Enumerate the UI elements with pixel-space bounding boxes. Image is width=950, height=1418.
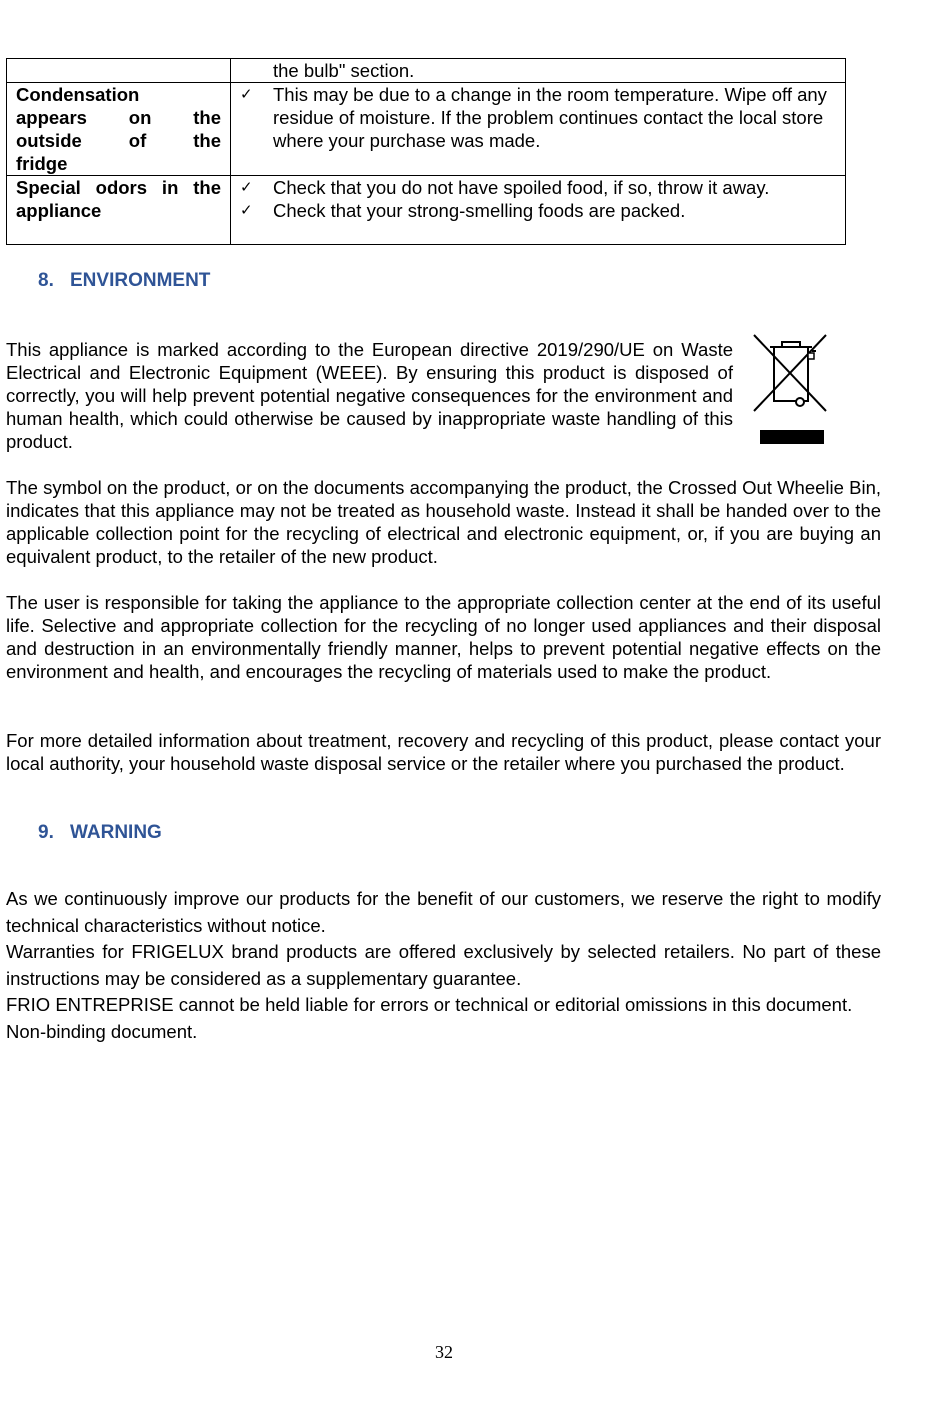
warning-paragraph: FRIO ENTREPRISE cannot be held liable for errors or technical or editorial omissions in this document. <box>6 994 853 1015</box>
section-number: 9. <box>38 822 54 843</box>
solution-cell <box>231 176 846 245</box>
solution-text: Check that you do not have spoiled food, if so, throw it away. <box>273 177 770 198</box>
problem-line: appliance <box>16 200 102 221</box>
warning-block <box>6 886 881 1045</box>
environment-paragraph: The symbol on the product, or on the documents accompanying the product, the Crossed Out Wheelie Bin, indicates that this appliance may not be treated as household waste. Instead it shall be handed over to the applicable collection point for the recycling of electrical and electronic equipment, or, if you are buying an equivalent product, to the retailer of the new product. <box>6 477 881 567</box>
warning-paragraph: Warranties for FRIGELUX brand products are offered exclusively by selected retailers. No part of these instructions may be considered as a supplementary guarantee. <box>6 941 881 989</box>
environment-paragraph: This appliance is marked according to the European directive 2019/290/UE on Waste Electrical and Electronic Equipment (WEEE). By ensuring this product is disposed of correctly, you will help prevent potential negative consequences for the environment and human health, which could otherwise be caused by inappropriate waste handling of this product. <box>6 339 733 452</box>
solution-cell <box>231 59 846 83</box>
warning-paragraph: As we continuously improve our products for the benefit of our customers, we reserve the right to modify technical characteristics without notice. <box>6 888 881 936</box>
warning-heading <box>38 822 162 844</box>
solution-item <box>240 176 835 199</box>
warning-paragraph: Non-binding document. <box>6 1020 198 1042</box>
solution-cell <box>231 83 846 176</box>
problem-line: appears on the <box>16 107 221 128</box>
table-row <box>7 176 846 245</box>
environment-paragraph: For more detailed information about treatment, recovery and recycling of this product, please contact your local authority, your household waste disposal service or the retailer where you purchased the product. <box>6 730 881 774</box>
problem-line: fridge <box>16 153 68 174</box>
solution-text: Check that your strong-smelling foods are packed. <box>273 200 686 221</box>
problem-line: Condensation <box>16 84 140 105</box>
crossed-out-wheelie-bin-icon <box>752 333 832 447</box>
troubleshooting-table <box>6 58 846 245</box>
section-number: 8. <box>38 270 54 291</box>
environment-heading <box>38 270 210 292</box>
check-mark-icon: ✓ <box>240 178 253 196</box>
solution-continuation: the bulb" section. <box>273 60 415 81</box>
solution-item <box>240 199 835 222</box>
problem-line: Special odors in the <box>16 177 221 198</box>
solution-item <box>240 83 835 152</box>
section-title: ENVIRONMENT <box>70 270 211 291</box>
problem-cell <box>7 176 231 245</box>
problem-line: outside of the <box>16 130 221 151</box>
table-row <box>7 59 846 83</box>
table-row <box>7 83 846 176</box>
check-mark-icon: ✓ <box>240 85 253 103</box>
solution-text: This may be due to a change in the room temperature. Wipe off any residue of moisture. If the problem continues contact the local store where your purchase was made. <box>273 84 827 151</box>
check-mark-icon: ✓ <box>240 201 253 219</box>
page-number: 32 <box>435 1342 453 1362</box>
environment-paragraph: The user is responsible for taking the appliance to the appropriate collection center at the end of its useful life. Selective and appropriate collection for the recycling of no longer used appliances and their disposal and destruction in an environmentally friendly manner, helps to prevent potential negative effects on the environment and health, and encourages the recycling of materials used to make the product. <box>6 592 881 682</box>
problem-cell <box>7 59 231 83</box>
problem-cell <box>7 83 231 176</box>
section-title: WARNING <box>70 822 162 843</box>
